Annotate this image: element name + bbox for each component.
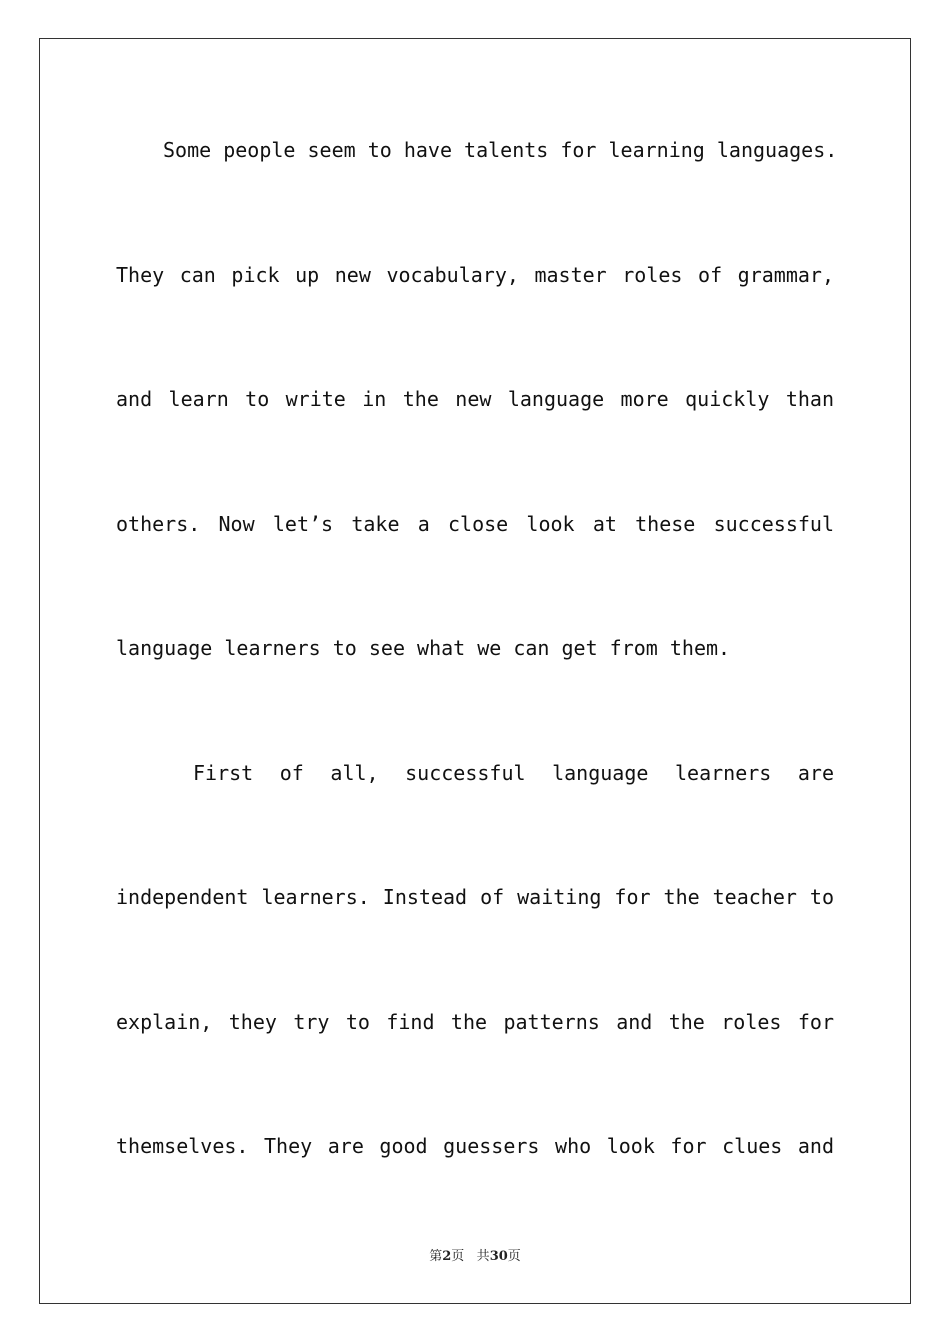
footer-page-suffix: 页 bbox=[451, 1249, 465, 1264]
footer-total-prefix: 共 bbox=[476, 1249, 490, 1264]
paragraph-1-line-2: They can pick up new vocabulary, master roles of grammar, bbox=[116, 263, 834, 287]
paragraph-2-line-2: independent learners. Instead of waiting for the teacher to bbox=[116, 885, 834, 909]
paragraph-1-line-1: Some people seem to have talents for learning languages. bbox=[163, 138, 838, 162]
footer-page-prefix: 第 bbox=[429, 1249, 443, 1264]
paragraph-2-line-4: themselves. They are good guessers who look for clues and bbox=[116, 1134, 834, 1158]
paragraph-2-line-1: First of all, successful language learners are bbox=[193, 761, 834, 785]
page-border bbox=[39, 38, 911, 1304]
page-footer bbox=[0, 1248, 950, 1266]
paragraph-1-line-3: and learn to write in the new language more quickly than bbox=[116, 387, 834, 411]
paragraph-2-line-3: explain, they try to find the patterns and the roles for bbox=[116, 1010, 834, 1034]
footer-total-suffix: 页 bbox=[507, 1249, 521, 1264]
paragraph-1-line-4: others. Now let’s take a close look at these successful bbox=[116, 512, 834, 536]
paragraph-1-line-5: language learners to see what we can get from them. bbox=[116, 636, 731, 660]
footer-total-pages: 30 bbox=[489, 1249, 508, 1264]
footer-page-number: 2 bbox=[442, 1249, 452, 1264]
